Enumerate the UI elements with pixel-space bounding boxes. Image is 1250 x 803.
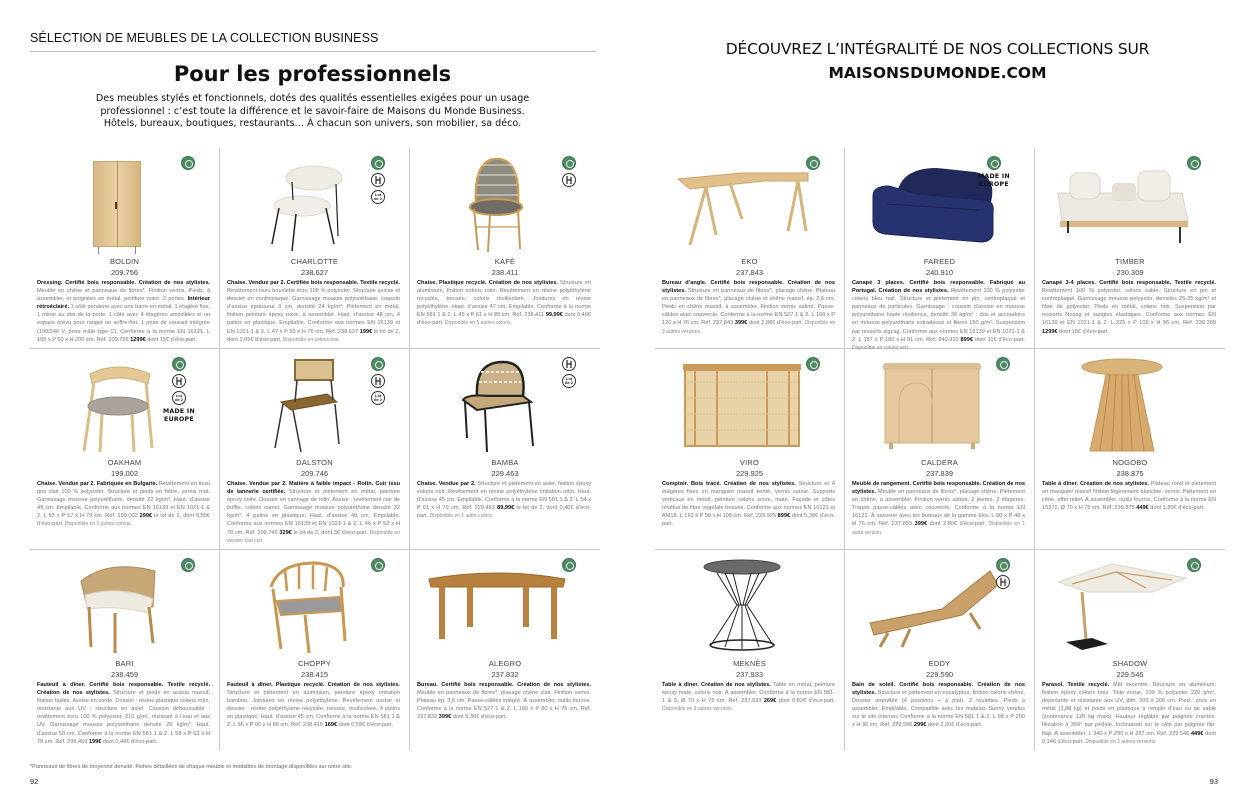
description-body: Meuble en panneaux de fibres*, placage chêne clair. Finition vernis. Plateau ép. 3,6 cm. Passe-câbles intégré. À assembler, outils fournis. Conforme à la norme EN 527 1 & 2. L 180 x P 80 x H 75 cm. Réf. 237.832 — [417, 690, 591, 721]
product-grid — [30, 148, 600, 751]
badge-stack — [562, 558, 576, 572]
description-body: Revêtement en tissu gris clair 100 % polyester. Structure et pieds en hêtre, vernis mat. Garnissage mousse polyuréthane, densité 22 kg/m³. Haut. d’assise 49 cm. Empilable. Conforme aux normes EN 16139 et EN 1021-1 & 2. L 53 x P 57 x H 79 cm. Réf. 199.002 — [37, 481, 211, 520]
product-name: BAMBA — [491, 458, 519, 467]
product-name: EKO — [741, 257, 758, 266]
description-body: Structure et piètement en métal, peinture époxy noire. Dossier en cannage de rotin. Assise : revêtement cuir de buffle, coloris camel. Garnissage mousse polyuréthane densité 32 kg/m³. 4 patins en plastique. Haut. d’assise 49 cm. Empilable. Conforme aux normes EN 16139 et EN 1021-1 & 2. L 46 x P 52 x H 78 cm. Réf. 209.746 — [227, 489, 401, 536]
description-body: Structure en aluminium, finition coloris rotin. Revêtement en résine polyéthylène recyclée, tressée, coloris multicolore. Jointures en résine polyéthylène. Haut. d’assise 47 cm. Empilable. Conforme à la norme EN 581 1 & 2. L 45 x P 61 x H 89 cm. Réf. 238.411 — [417, 280, 591, 319]
description-lead: Bain de soleil. Certifié bois responsable. Création de nos stylistes. — [852, 682, 1025, 697]
lot-of-2-icon: Lot de 2 — [562, 374, 576, 388]
product-reference: 238.875 — [1116, 469, 1144, 478]
eco-certified-icon — [996, 558, 1010, 572]
product-card-eko[interactable] — [655, 148, 845, 349]
description-body: Structure et piètement en acier, finition époxy coloris noir. Revêtement en résine polyéthylène imitation rotin. Haut. d’assise 45 cm. Empilable. Conforme à la norme EN 581 1 & 2. L 54 x P 61 x H 79 cm. Réf. 229.463 — [417, 481, 592, 512]
eco-part: dont 2,20€ d’éco-part. — [926, 722, 983, 729]
product-card-eddy[interactable] — [845, 550, 1035, 751]
description-lead-2: Intérieur rétroéclairé. — [37, 296, 210, 311]
description-lead: Chaise. Plastique recyclé. Création de nos stylistes. — [417, 280, 558, 286]
product-description — [37, 480, 210, 529]
product-reference: 230.309 — [1116, 268, 1144, 277]
product-price: 899€ — [777, 513, 791, 520]
product-image — [669, 355, 814, 455]
product-reference: 237.933 — [735, 670, 764, 679]
product-card-viro[interactable] — [655, 349, 845, 550]
product-name: KAFÉ — [494, 257, 516, 266]
product-reference: 238.627 — [300, 268, 329, 277]
product-reference: 229.590 — [925, 670, 954, 679]
product-reference: 237.843 — [735, 268, 764, 277]
product-card-choppy[interactable] — [220, 550, 410, 751]
eco-certified-icon — [996, 357, 1010, 371]
made-in-europe-badge: MADE IN EUROPE — [977, 173, 1010, 188]
chair-usage-icon — [371, 374, 385, 388]
badge-stack — [371, 558, 385, 572]
product-card-bari[interactable] — [30, 550, 220, 751]
badge-stack — [562, 156, 576, 187]
product-image — [1049, 556, 1195, 656]
product-name: BARI — [115, 659, 134, 668]
product-reference: 199.002 — [110, 469, 139, 478]
badge-stack — [1187, 156, 1201, 170]
badge-stack — [806, 357, 820, 371]
eco-certified-icon — [181, 558, 195, 572]
description-lead: Chaise. Vendue par 2. Fabriquée en Bulgarie. — [37, 481, 158, 487]
product-price: 169€ — [324, 722, 338, 729]
product-grid — [655, 148, 1225, 751]
product-price: 199€ — [359, 328, 373, 335]
description-lead: Bureau. Certifié bois responsable. Création de nos stylistes. — [417, 682, 591, 688]
footnote: *Panneaux de fibres de moyenne densité. Fiches détaillées de chaque meuble et modalités de montage disponibles sur notre site. — [30, 764, 353, 770]
product-name: EDDY — [928, 659, 951, 668]
product-name: FAREED — [923, 257, 956, 266]
badge-stack — [562, 357, 576, 388]
badge-stack — [978, 156, 1010, 188]
product-card-dalston[interactable] — [220, 349, 410, 550]
product-reference: 229.546 — [1116, 670, 1144, 679]
product-price: 899€ — [960, 336, 973, 343]
description-body: Mât excentré. Structure en aluminium, finition époxy coloris bois. Toile écrue, 100 % polyester 220 g/m², déperlante et résistante aux UV, dim. 300 x 300 cm. Pied : croix en métal (3,88 kg) et poids en plastique à remplir d’eau ou de sable (contenance 120 kg maxi). Hauteur réglable par poignée crantée. Rotation à 360° par pédale. Inclinaison sur le côté par poignée flip-flap. À assembler. L 340 x P 290 x H 287 cm. Réf. 229.546 — [1042, 682, 1216, 737]
description-body: Structure et piètement en aluminium, peinture époxy imitation bambou. Jointures en résine polyéthylène. Revêtement assise et dossier : résine polyéthylène recyclée, tressée, multicolore. 4 patins en plastique. Haut. d’assise 45 cm. Conforme à la norme EN 581 1 & 2. L 56 x P 66 x H 80 cm. Réf. 238.415 — [227, 690, 400, 729]
product-price: 399€ — [734, 320, 748, 327]
eco-certified-icon — [172, 357, 186, 371]
product-description — [417, 279, 591, 328]
badge-stack — [163, 357, 195, 423]
product-description — [662, 681, 835, 713]
product-reference: 238.459 — [110, 670, 139, 679]
eco-certified-icon — [806, 357, 820, 371]
description-lead: Parasol. Textile recyclé. — [1042, 682, 1110, 688]
product-price: 1299€ — [130, 336, 146, 343]
page-number: 93 — [1209, 777, 1218, 786]
availability-note: Disponible en coloris vert. — [852, 344, 910, 351]
description-lead: Bureau d’angle. Certifié bois responsable. Création de nos stylistes. — [662, 280, 835, 295]
product-card-kafé[interactable] — [410, 148, 600, 349]
product-description — [852, 480, 1025, 537]
badge-stack — [371, 357, 385, 405]
chair-usage-icon — [996, 575, 1010, 589]
product-image — [669, 556, 814, 656]
description-body: Plateau rond et piètement en manguier massif finition légèrement blanchie, vernis. Piètement en cône, effet relief. À assembler, outils fournis. Conforme à la norme EN 15372. Ø 70 x H 76 cm. Réf. 238.875 — [1042, 481, 1216, 512]
product-name: DALSTON — [296, 458, 333, 467]
lot-of-2-icon: Lot de 2 — [172, 391, 186, 405]
lot-of-2-icon: Lot de 2 — [371, 190, 385, 204]
product-reference: 238.411 — [491, 268, 519, 277]
product-card-nogobo[interactable] — [1035, 349, 1225, 550]
eco-part: dont 0,40€ d’éco-part. — [417, 312, 591, 327]
badge-stack — [996, 558, 1010, 589]
product-image — [424, 355, 570, 455]
description-body: Structure en panneaux de fibres*, placage chêne. Plateau en panneaux de fibres*, placage chêne et chêne massif, ép. 2,6 cm. Pieds en chêne massif, à assembler. Finition vernis satiné. Passe-câbles avec couvercle. Conforme à la norme EN 527 1 & 2. L 160 x P 120 x H 76 cm. Réf. 237.843 — [662, 288, 835, 327]
intro-line: Des meubles stylés et fonctionnels, dotés des qualités essentielles exigées pour un usage — [95, 93, 530, 104]
product-reference: 237.839 — [925, 469, 954, 478]
product-description — [227, 681, 400, 730]
product-card-alegro[interactable] — [410, 550, 600, 751]
description-body: Structure et 4 étagères fixes en manguier massif teinté, vernis satiné. Supports verticaux en métal, peinture coloris ivoire, mate. Façade et côtés revêtus de fibre végétale tressée. Conforme aux normes EN 16121 et AM18. L 122 x P 58 x H 100 cm. Réf. 229.925 — [662, 481, 835, 520]
product-description — [852, 279, 1025, 352]
product-description — [662, 480, 835, 529]
eco-certified-icon — [181, 156, 195, 170]
eco-part: dont 2,80€ d’éco-part. — [927, 521, 987, 528]
product-reference: 237.832 — [491, 670, 519, 679]
product-card-bamba[interactable] — [410, 349, 600, 550]
eco-certified-icon — [371, 357, 385, 371]
availability-note: Disponible en 1 autre version. — [852, 521, 1025, 536]
description-lead: Fauteuil à dîner. Plastique recyclé. Création de nos stylistes. — [227, 682, 400, 688]
eco-part: dont 0,14€ d’éco-part. — [1042, 730, 1216, 745]
availability-note: Disponible en 3 autres versions. — [662, 320, 836, 335]
collections-headline: DÉCOUVREZ L’INTÉGRALITÉ DE NOS COLLECTIONS SUR — [725, 40, 1150, 58]
product-image — [424, 154, 570, 254]
description-lead: Table à dîner. Création de nos stylistes. — [662, 682, 771, 688]
section-divider — [30, 51, 596, 52]
product-price: 99,99€ — [545, 312, 563, 319]
description-lead: Fauteuil à dîner. Certifié bois responsable. Textile recyclé. Création de nos stylistes. — [37, 682, 210, 697]
product-price: 399€ — [438, 714, 452, 721]
page-title: Pour les professionnels — [173, 62, 452, 86]
product-card-caldera[interactable] — [845, 349, 1035, 550]
description-body: Revêtement 100 % polyester, coloris sable. Structure en pin et contreplaqué. Garnissage mousse polyester, densités 25-35 kg/m³ et fibre de polyester. Pieds en métal, coloris noir. Suspension par ressorts Nosag et sangles élastiques. Conforme aux normes EN 16139 et EN 1021-1 & 2. L 225 x P 102 x H 96 cm. Réf. 230.309 — [1042, 288, 1216, 327]
product-image — [234, 154, 379, 254]
availability-note: Disponible en 5 autres coloris. — [443, 320, 512, 327]
availability-note: Disponible en 3 autres versions. — [662, 706, 734, 713]
product-reference: 209.756 — [110, 268, 139, 277]
product-description — [227, 480, 400, 545]
eco-part: dont 5,30€ d’éco-part. — [451, 714, 508, 721]
product-price: 199€ — [88, 738, 102, 745]
eco-part: dont 5,30€ d’éco-part. — [662, 513, 835, 528]
product-description — [417, 480, 591, 520]
section-title: SÉLECTION DE MEUBLES DE LA COLLECTION BUSINESS — [30, 31, 379, 45]
eco-certified-icon — [987, 156, 1001, 170]
availability-note: Disponible en 3 autres versions. — [1083, 738, 1157, 745]
product-price: 269€ — [763, 698, 777, 705]
eco-certified-icon — [371, 156, 385, 170]
product-reference: 229.925 — [735, 469, 764, 478]
chair-usage-icon — [562, 357, 576, 371]
product-name: ALEGRO — [488, 659, 522, 668]
product-image — [859, 556, 1004, 656]
eco-part: le lot de 2, dont 0,40€ d’éco-part. — [417, 505, 591, 520]
intro-text — [90, 93, 535, 131]
badge-stack — [181, 156, 195, 170]
description-lead: Dressing. Certifié bois responsable. Création de nos stylistes. — [37, 280, 210, 286]
product-price: 449€ — [1190, 730, 1204, 737]
description-body: Meuble en panneaux de fibres*, placage chêne. Piètement en chêne, à assembler. Finition vernis satiné. 2 portes. 2 étagères. Trappe passe-câbles avec couvercle. Conforme à la norme EN 16121. À associer avec les bureaux de la gamme Eko. L 80 x P 40 x H 76 cm. Réf. 237.839 — [852, 489, 1025, 528]
description-lead: Meuble de rangement. Certifié bois responsable. Création de nos stylistes. — [852, 481, 1025, 496]
product-reference: 240.910 — [925, 268, 954, 277]
description-body: Meuble en chêne et panneaux de fibres*. Finition vernis. Pieds, à assembler, et poignées en métal, peinture noire. 2 portes. — [37, 288, 210, 303]
product-reference: 229.463 — [491, 469, 519, 478]
eco-part: dont 1,80€ d’éco-part. — [1148, 505, 1205, 512]
product-card-oakham[interactable] — [30, 349, 220, 550]
product-description — [662, 279, 835, 336]
product-card-timber[interactable] — [1035, 148, 1225, 349]
eco-part: dont 0,59€ d’éco-part. — [337, 722, 394, 729]
badge-stack — [996, 357, 1010, 371]
eco-certified-icon — [562, 156, 576, 170]
product-card-boldin[interactable] — [30, 148, 220, 349]
badge-stack — [1187, 558, 1201, 572]
badge-stack — [806, 156, 820, 170]
description-lead: Chaise. Vendue par 2. Matière à faible impact - Rotin. Cuir issu de tannerie certifiée. — [227, 481, 400, 496]
eco-part: dont 0,40€ d’éco-part. — [101, 738, 158, 745]
badge-stack — [181, 558, 195, 572]
product-image — [1049, 355, 1195, 455]
product-price: 89,99€ — [497, 505, 515, 512]
lot-of-2-icon: Lot de 2 — [371, 391, 385, 405]
eco-certified-icon — [1187, 156, 1201, 170]
description-lead: Canapé 3 places. Certifié bois responsable. Fabriqué au Portugal. Création de nos stylistes. — [852, 280, 1025, 295]
eco-certified-icon — [1187, 558, 1201, 572]
product-description — [852, 681, 1025, 730]
product-description — [417, 681, 591, 721]
right-page — [625, 0, 1250, 803]
product-name: VIRO — [739, 458, 760, 467]
eco-part: le lot de 2, dont 2,05€ d’éco-part. — [227, 328, 400, 343]
product-image — [859, 355, 1004, 455]
product-name: CHOPPY — [298, 659, 331, 668]
product-image — [234, 355, 379, 455]
product-card-charlotte[interactable] — [220, 148, 410, 349]
description-lead: Chaise. Vendue par 2. — [417, 481, 476, 487]
product-name: CHARLOTTE — [290, 257, 339, 266]
description-body: Structure et piètement en eucalyptus, finition coloris chêne. Dossier amovible (4 positions + à plat). 2 roulettes. Pieds à assembler. Empilable. Compatible avec les matelas Sunny vendus sur le site internet. Conforme à la norme EN 581 1 & 2. L 68 x P 200 x H 36 cm. Réf. 229.590 — [852, 690, 1025, 729]
eco-certified-icon — [371, 558, 385, 572]
made-in-europe-badge: MADE IN EUROPE — [162, 408, 195, 423]
badge-stack — [371, 156, 385, 204]
product-name: OAKHAM — [107, 458, 142, 467]
product-reference: 209.746 — [300, 469, 329, 478]
product-price: 299€ — [913, 722, 927, 729]
website-link[interactable]: MAISONSDUMONDE.COM — [828, 64, 1047, 82]
product-description — [37, 681, 210, 746]
product-image — [234, 556, 379, 656]
intro-line: Hôtels, bureaux, boutiques, restaurants… À chacun son univers, son mobilier, sa déco. — [103, 118, 522, 130]
product-price: 399€ — [914, 521, 928, 528]
product-card-shadow[interactable] — [1035, 550, 1225, 751]
product-description — [1042, 480, 1216, 512]
availability-note: Disponible en 1 autre coloris. — [428, 513, 495, 520]
intro-line: professionnel : c’est toute la différence et le savoir-faire de Maisons du Monde Business. — [100, 105, 525, 117]
description-body: Table en métal, peinture époxy mate, coloris noir. À assembler. Conforme à la norme EN 581-1 & 3. Ø 70 x H 75 cm. Réf. 237.933 — [662, 682, 835, 705]
description-lead: Chaise. Vendue par 2. Certifiée bois responsable. Textile recyclé. — [227, 280, 400, 286]
product-card-meknès[interactable] — [655, 550, 845, 751]
product-name: TIMBER — [1115, 257, 1145, 266]
product-description — [1042, 279, 1216, 336]
product-image — [44, 154, 189, 254]
product-price: 329€ — [279, 529, 292, 536]
page-number: 92 — [30, 777, 39, 786]
product-name: SHADOW — [1112, 659, 1148, 668]
product-name: MEKNÈS — [733, 659, 766, 668]
availability-note: Disponible en 2 autres coloris. — [63, 521, 132, 528]
eco-part: le lot de 2, dont 3€ d’éco-part. — [291, 529, 369, 536]
product-image — [424, 556, 570, 656]
availability-note: Disponible en version tout cuir. — [227, 529, 400, 544]
description-lead: Table à dîner. Création de nos stylistes. — [1042, 481, 1149, 487]
description-body: Revêtement tissu bouclette écru 100 % polyester. Structure assise et dossier en contreplaqué. Garnissage mousse polyuréthane, coussin d’assise épaisseur 3 cm, densité 24 kg/m³. Piètement en métal, finition peinture époxy noire, à assembler. Haut. d’assise 48 cm. 4 patins en plastique. Empilable. Conforme aux normes EN 16139 et EN 1021-1 & 2. L 47 x P 52 x H 76 cm. Réf. 238.627 — [227, 288, 400, 335]
eco-part: dont 11€ d’éco-part. — [972, 336, 1025, 343]
product-description — [1042, 681, 1216, 746]
eco-part: le lot de 2, dont 0,59€ d’éco-part. — [37, 513, 210, 528]
eco-part: dont 15€ d’éco-part. — [145, 336, 198, 343]
description-body-2: 1 côté penderie avec une barre en métal, 1 étagère fixe, 1 miroir au dos de la porte. 1 côté avec 4 étagères amovibles et un espace prévu pour ranger un coffre-fort. 1 prise de courant intégrée (100/240 V, prise mâle type C). Conforme à la norme EN 16121. L 105 x P 50 x H 200 cm. Réf. 209.756 — [37, 304, 210, 343]
chair-usage-icon — [172, 374, 186, 388]
product-image — [669, 154, 814, 254]
eco-part: dont 2,80€ d’éco-part. — [747, 320, 804, 327]
chair-usage-icon — [562, 173, 576, 187]
description-lead: Comptoir. Bois tracé. Création de nos stylistes. — [662, 481, 796, 487]
eco-certified-icon — [562, 558, 576, 572]
availability-note: Disponible en coloris noir. — [281, 336, 340, 343]
product-reference: 238.415 — [300, 670, 329, 679]
product-price: 299€ — [139, 513, 153, 520]
chair-usage-icon — [371, 173, 385, 187]
product-image — [44, 556, 189, 656]
description-body: Structure et pieds en acacia massif, finition huilée. Assise en corde. Dossier : résine plastique coloris rotin, résistante aux UV ; structure en acier. Coussin déhoussable : revêtement écru 100 % polyester, 210 g/m², résistant à l’eau et aux UV. Garnissage mousse polyuréthane densité 20 kg/m³. Haut. d’assise 50 cm. Conforme à la norme EN 581 1 & 2. L 58 x P 63 x H 78 cm. Réf. 238.459 — [37, 690, 210, 745]
product-price: 1299€ — [1042, 328, 1058, 335]
product-description — [227, 279, 400, 344]
product-description — [37, 279, 210, 344]
product-name: BOLDIN — [109, 257, 140, 266]
product-name: NOGOBO — [1112, 458, 1148, 467]
description-body: Revêtement 100 % polyester coloris bleu nuit. Structure et piètement en pin, contreplaqué et panneaux de particules. Garnissage : coussin d’assise en mousse polyuréthane haute résilience, densité 30 kg/m³ ; dos et accoudoirs en mousse polyuréthane extradouce et fibres 150 g/m². Suspension par ressorts zigzag. Conforme aux normes EN 16139 et EN 1021-1 & 2. L 187 x P 100 x H 81 cm. Réf. 240.910 — [852, 288, 1025, 343]
product-image — [1049, 154, 1195, 254]
description-lead: Canapé 3-4 places. Certifié bois responsable. Textile recyclé. — [1042, 280, 1216, 286]
product-name: CALDERA — [921, 458, 958, 467]
eco-certified-icon — [806, 156, 820, 170]
product-card-fareed[interactable] — [845, 148, 1035, 349]
product-price: 449€ — [1136, 505, 1149, 512]
eco-part: dont 0,82€ d’éco-part. — [776, 698, 835, 705]
eco-part: dont 16€ d’éco-part. — [1057, 328, 1109, 335]
